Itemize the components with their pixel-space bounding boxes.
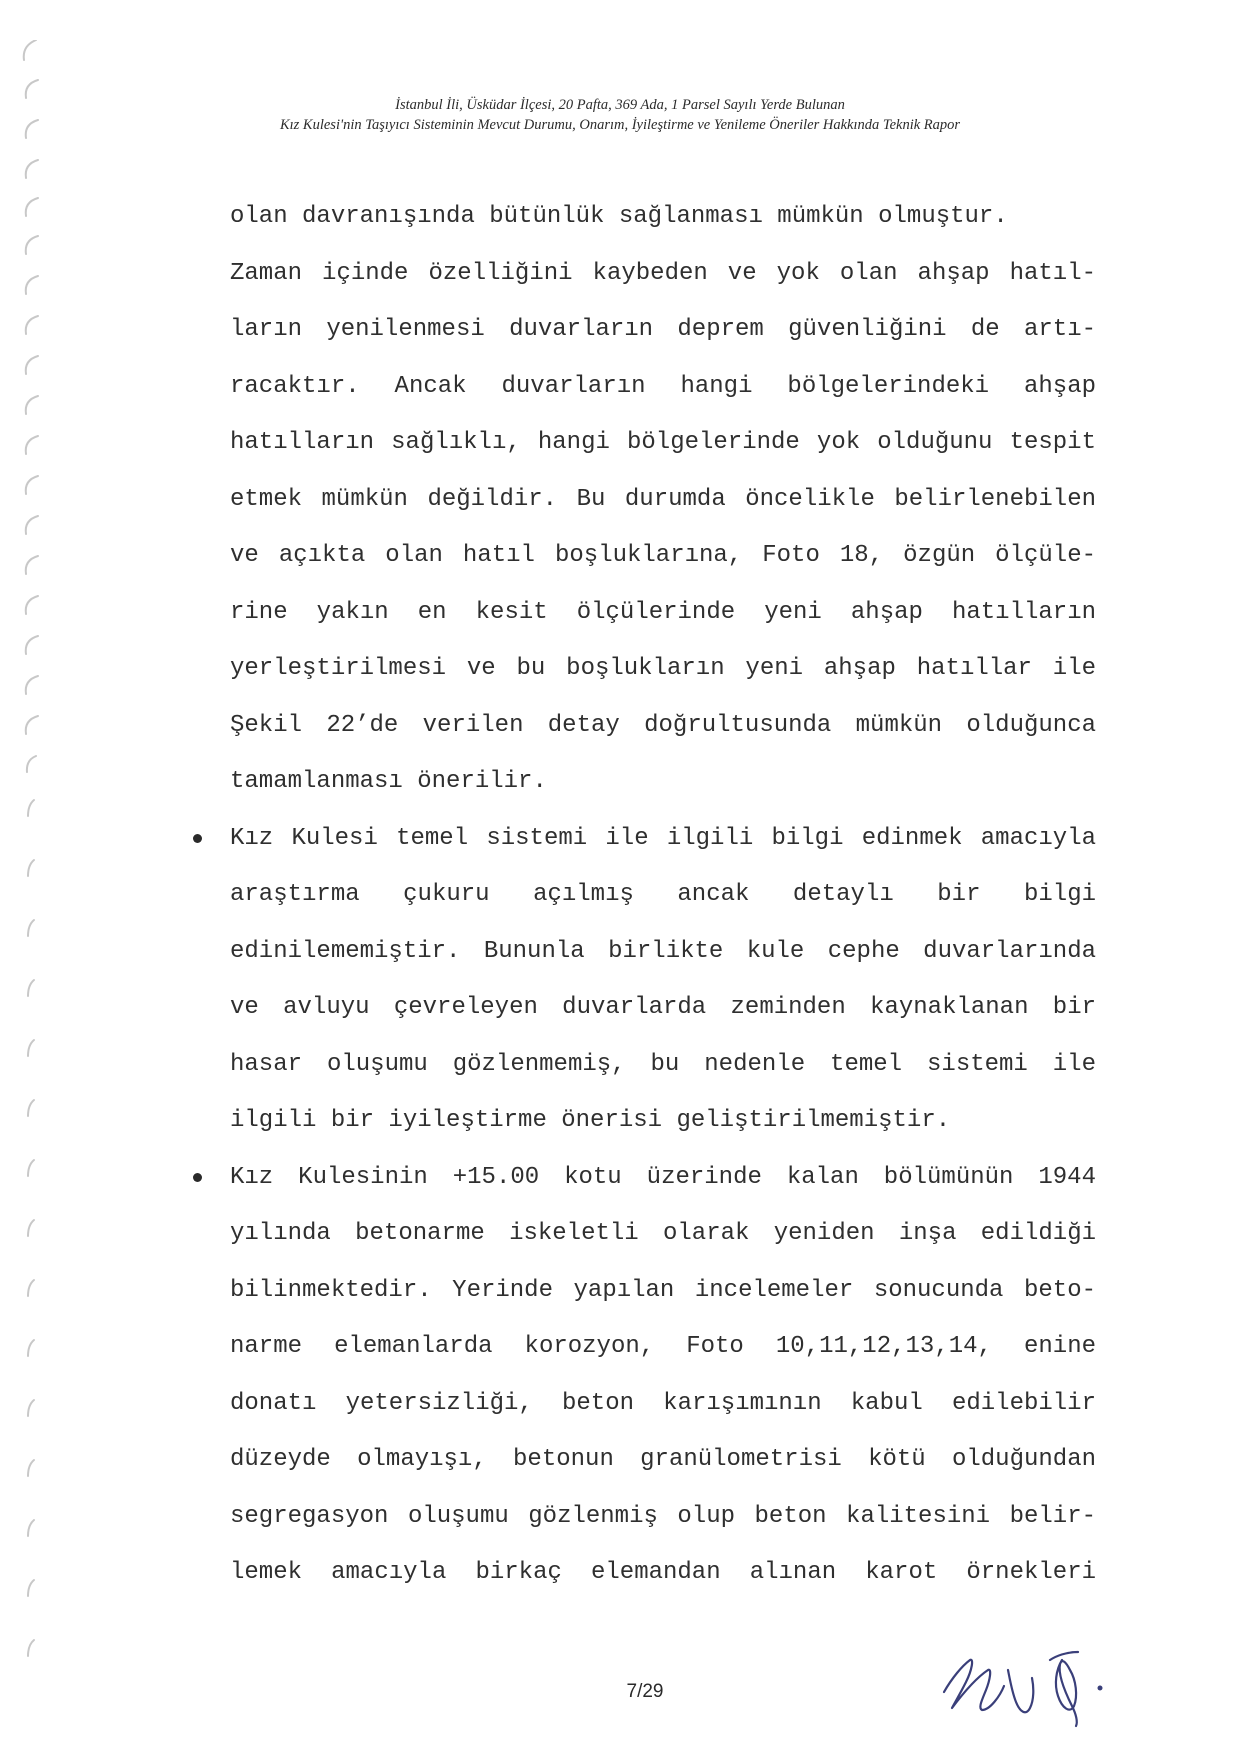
text-line: tamamlanması önerilir. (230, 768, 547, 795)
text-line: ların yenilenmesi duvarların deprem güvenliğini de artı- (230, 316, 1096, 343)
bullet-icon (193, 834, 202, 843)
text-line: lemek amacıyla birkaç elemandan alınan karot örnekleri (230, 1559, 1096, 1586)
text-line: araştırma çukuru açılmış ancak detaylı bir bilgi (230, 881, 1096, 908)
paragraph-hatil (230, 202, 1096, 824)
text-line: edinilememiştir. Bununla birlikte kule cephe duvarlarında (230, 937, 1096, 965)
text-line: hatılların sağlıklı, hangi bölgelerinde yok olduğunu tespit (230, 429, 1096, 456)
text-line: Şekil 22’de verilen detay doğrultusunda mümkün olduğunca (230, 711, 1096, 739)
bullet-item-betonarme (230, 1163, 1096, 1615)
text-line: yılında betonarme iskeletli olarak yeniden inşa edildiği (230, 1220, 1096, 1247)
header-line-1: İstanbul İli, Üsküdar İlçesi, 20 Pafta, 369 Ada, 1 Parsel Sayılı Yerde Bulunan (395, 97, 845, 113)
text-line: Zaman içinde özelliğini kaybeden ve yok olan ahşap hatıl- (230, 259, 1096, 287)
text-line: donatı yetersizliği, beton karışımının kabul edilebilir (230, 1389, 1096, 1417)
text-line: racaktır. Ancak duvarların hangi bölgelerindeki ahşap (230, 372, 1096, 400)
bullet-icon (193, 1173, 202, 1182)
text-line: ve açıkta olan hatıl boşluklarına, Foto 18, özgün ölçüle- (230, 542, 1096, 569)
text-line: ilgili bir iyileştirme önerisi geliştirilmemiştir. (230, 1107, 951, 1134)
report-body (230, 202, 1096, 1615)
text-line: narme elemanlarda korozyon, Foto 10,11,12,13,14, enine (230, 1333, 1096, 1360)
text-line: yerleştirilmesi ve bu boşlukların yeni ahşap hatıllar ile (230, 655, 1096, 682)
text-line: segregasyon oluşumu gözlenmiş olup beton kalitesini belir- (230, 1502, 1096, 1530)
page-number: 7/29 (626, 1681, 664, 1702)
report-header (0, 95, 1240, 135)
text-line: bilinmektedir. Yerinde yapılan incelemeler sonucunda beto- (230, 1276, 1096, 1304)
text-line: etmek mümkün değildir. Bu durumda öncelikle belirlenebilen (230, 485, 1096, 513)
signature-mark (930, 1630, 1130, 1730)
text-line: düzeyde olmayışı, betonun granülometrisi kötü olduğundan (230, 1446, 1096, 1473)
bullet-item-temel-sistemi (230, 824, 1096, 1163)
text-line: ve avluyu çevreleyen duvarlarda zeminden kaynaklanan bir (230, 994, 1096, 1021)
header-line-2: Kız Kulesi'nin Taşıyıcı Sisteminin Mevcut Durumu, Onarım, İyileştirme ve Yenileme Öneriler Hakkında Teknik Rapor (279, 117, 961, 133)
text-line: olan davranışında bütünlük sağlanması mümkün olmuştur. (230, 203, 1008, 230)
text-line: hasar oluşumu gözlenmemiş, bu nedenle temel sistemi ile (230, 1050, 1096, 1078)
text-line: rine yakın en kesit ölçülerinde yeni ahşap hatılların (230, 598, 1096, 626)
binder-margin-marks (14, 40, 54, 1740)
text-line: Kız Kulesinin +15.00 kotu üzerinde kalan bölümünün 1944 (230, 1163, 1096, 1191)
text-line: Kız Kulesi temel sistemi ile ilgili bilgi edinmek amacıyla (230, 824, 1096, 852)
